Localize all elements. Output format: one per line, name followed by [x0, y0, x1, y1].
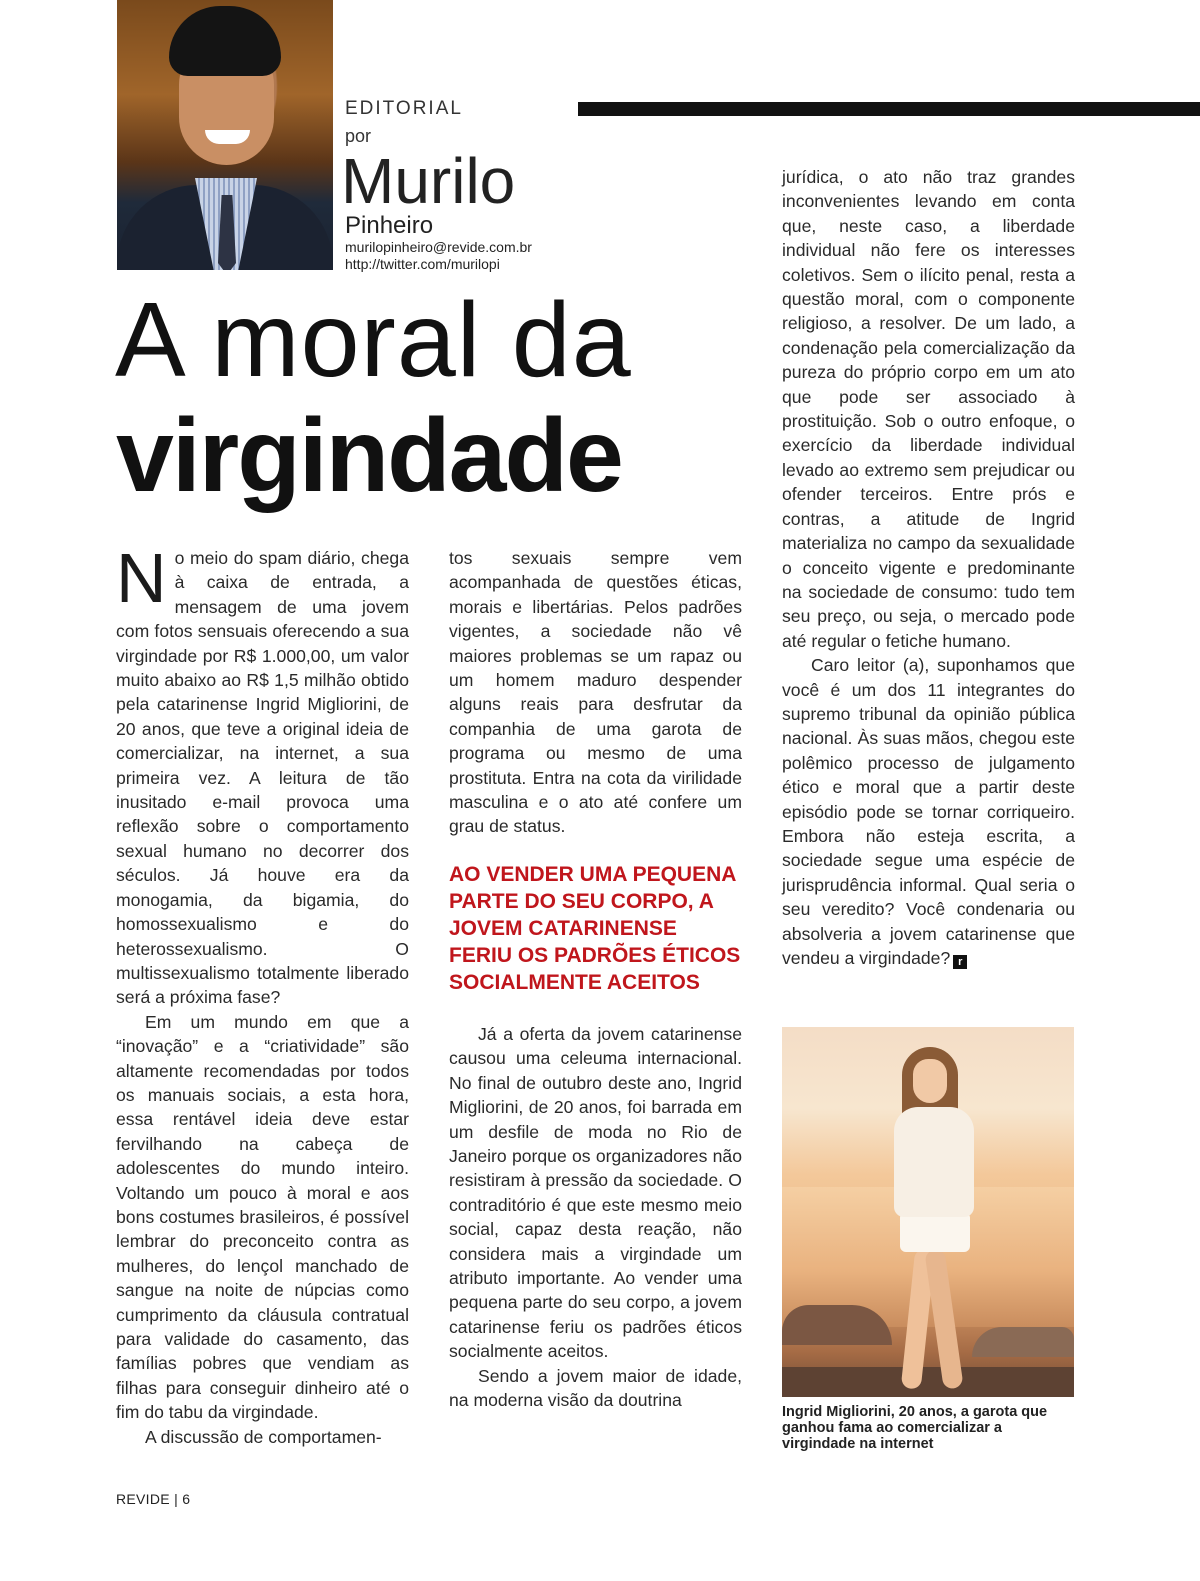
headline-line2: virgindade — [116, 398, 622, 514]
section-label: EDITORIAL — [345, 98, 463, 119]
article-paragraph: No meio do spam diário, chega à caixa de entrada, a mensagem de uma jovem com fotos sensuais oferecendo a sua virgindade por R$ 1.000,00, um valor muito abaixo ao R$ 1,5 milhão obtido pela catarinense Ingrid Migliorini, de 20 anos, que teve a original ideia de comercializar, na internet, a sua primeira vez. A leitura de tão inusitado e-mail provoca uma reflexão sobre o comportamento sexual humano no decorrer dos séculos. Já houve era da monogamia, da bigamia, do homossexualismo e do heterossexualismo. O multissexualismo totalmente liberado será a próxima fase? — [116, 539, 409, 1008]
article-column-3 — [782, 165, 1075, 970]
author-photo — [117, 0, 333, 270]
article-paragraph: A discussão de comportamen- — [145, 1426, 382, 1447]
article-photo — [782, 1027, 1074, 1397]
author-first-name: Murilo — [341, 145, 516, 217]
article-paragraph: Já a oferta da jovem catarinense causou uma celeuma internacional. No final de outubro deste ano, Ingrid Migliorini, de 20 anos, foi barrada em um desfile de moda no Rio de Janeiro porque os organizadores não resistiram à pressão da sociedade. O contraditório é que este mesmo meio social, capaz desta reação, não considera mais a virgindade um atributo importante. Ao vender uma pequena parte do seu corpo, a jovem catarinense feriu os padrões éticos socialmente aceitos. — [449, 1023, 742, 1362]
end-mark-icon: r — [953, 955, 967, 969]
article-column-2 — [449, 546, 742, 1412]
page-footer: REVIDE | 6 — [116, 1491, 191, 1507]
author-last-name: Pinheiro — [345, 212, 434, 239]
article-paragraph: Caro leitor (a), suponhamos que você é um dos 11 integrantes do supremo tribunal da opinião pública nacional. Às suas mãos, chegou este polêmico processo de julgamento ético e moral que a partir deste episódio pode se tornar corriqueiro. Embora não esteja escrita, a sociedade segue uma espécie de jurisprudência informal. Qual seria o seu veredito? Você condenaria ou absolveria a jovem catarinense que vendeu a virgindade? r — [782, 655, 1075, 968]
headline-line1: A moral da — [115, 281, 632, 399]
article-paragraph: Em um mundo em que a “inovação” e a “criatividade” são altamente recomendadas por todos os manuais sociais, a esta hora, essa rentável ideia deve estar fervilhando na cabeça de adolescentes do mundo inteiro. Voltando um pouco à moral e aos bons costumes brasileiros, é possível lembrar do preconceito contra as mulheres, do lençol manchado de sangue na noite de núpcias como cumprimento da cláusula contratual para validade do casamento, das famílias pobres que vendiam as filhas para conseguir dinheiro até o fim do tabu da virgindade. — [116, 1011, 409, 1423]
article-paragraph: jurídica, o ato não traz grandes inconvenientes levando em conta que, neste caso, a liberdade individual não fere os interesses coletivos. Sem o ilícito penal, resta a questão moral, com o componente religioso, a resolver. De um lado, a condenação pela comercialização da pureza do próprio corpo em um ato que pode ser associado à prostituição. Sob o outro enfoque, o exercício da liberdade individual levado ao extremo sem prejudicar ou ofender terceiros. Entre prós e contras, a atitude de Ingrid materializa no campo da sexualidade o conceito vigente e predominante na sociedade de consumo: tudo tem seu preço, ou seja, o mercado pode até regular o fetiche humano. — [782, 167, 1075, 651]
author-twitter: http://twitter.com/murilopi — [345, 256, 500, 272]
article-column-1 — [116, 539, 409, 1449]
author-email: murilopinheiro@revide.com.br — [345, 239, 532, 255]
header-divider-bar — [578, 102, 1200, 116]
pull-quote: AO VENDER UMA PEQUENA PARTE DO SEU CORPO, A JOVEM CATARINENSE FERIU OS PADRÕES ÉTICOS SOCIALMENTE ACEITOS — [449, 862, 741, 994]
drop-cap: N — [116, 539, 167, 617]
photo-caption: Ingrid Migliorini, 20 anos, a garota que ganhou fama ao comercializar a virgindade na internet — [782, 1404, 1048, 1452]
byline-prefix: por — [345, 126, 372, 146]
article-paragraph: Sendo a jovem maior de idade, na moderna visão da doutrina — [449, 1365, 742, 1410]
article-paragraph: tos sexuais sempre vem acompanhada de questões éticas, morais e libertárias. Pelos padrões vigentes, a sociedade não vê maiores problemas se um rapaz ou um homem maduro despender alguns reais para desfrutar da companhia de uma garota de programa ou mesmo de uma prostituta. Entra na cota da virilidade masculina e o ato até confere um grau de status. — [449, 548, 742, 837]
